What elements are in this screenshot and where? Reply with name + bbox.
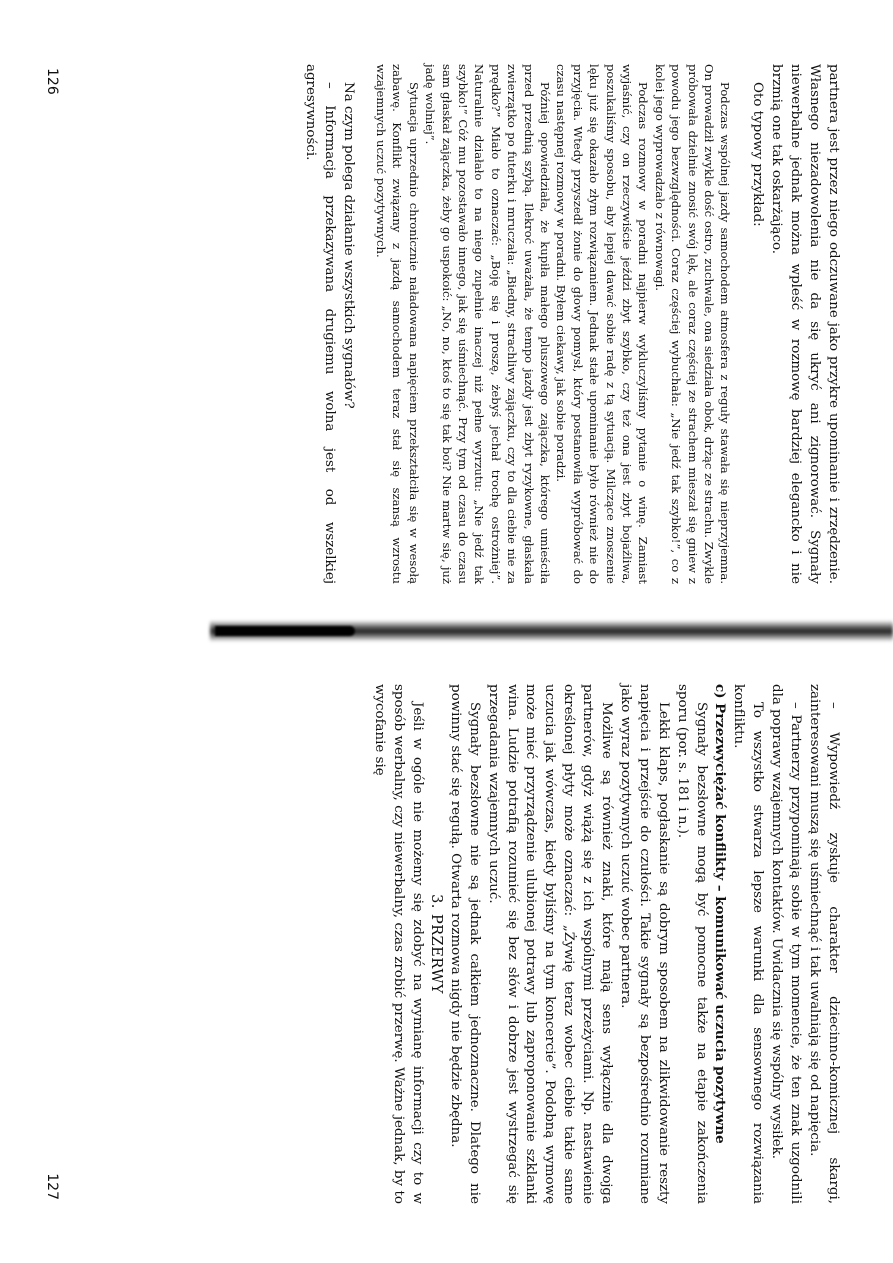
- page-126-text: [52, 64, 842, 584]
- example-paragraph: Później opowiedziała, że kupiła małego pluszowego zajączka, którego umieściła przed przednią szybą. Ilekroć uważała, że tempo jazdy jest zbyt ryzykowne, głaskała zwierzątko po futerku i mruczała: „Biedny, strachliwy zajączku, czy to dla ciebie nie za prędko?” Miało to oznaczać: „Boję się i proszę, żebyś jechał trochę ostrożniej”. Naturalnie działało to na niego zupełnie inaczej niż pełne wyrzutu: „Nie jedź tak szybko!” Cóż mu pozostawało innego, jak się uśmiechnąć. Przy tym od czasu do czasu sam głaskał zajączka, żeby go uspokoić: „No, no, ktoś to się tak boi? Nie martw się, już jadę wolniej”.: [422, 63, 552, 584]
- page-number: 126: [43, 67, 60, 95]
- paragraph: Lekki klaps, pogłaskanie są dobrym sposobem na zlikwidowanie reszty napięcia i przejście do czułości. Takie sygnały są bezpośrednio rozumiane jako wyraz pozytywnych uczuć wobec partnera.: [617, 683, 671, 1204]
- paragraph: Oto typowy przykład:: [749, 81, 765, 227]
- paragraph: Sygnały bezsłowne mogą być pomocne także na etapie zakończenia sporu (por. s. 181 i n.).: [674, 683, 709, 1204]
- paragraph: Możliwe są również znaki, które mają sens wyłącznie dla dwojga partnerów, gdyż wiążą się z ich wspólnymi przeżyciami. Np. nastawienie określonej płyty może oznaczać: „Żywię teraz wobec ciebie takie same uczucia jak wówczas, kiedy byliśmy na tym koncercie”. Podobną wymowę może mieć przyrządzenie ulubionej potrawy lub zaproponowanie szklanki wina. Ludzie potrafią rozumieć się bez słów i dobrze jest wystrzegać się przegadania wzajemnych uczuć.: [485, 683, 614, 1204]
- example-paragraph: Sytuacja uprzednio chronicznie naładowana napięciem przekształciła się w wesołą zabawę. Konflikt związany z jazdą samochodem teraz stał się szansą wzrostu wzajemnych uczuć pozytywnych.: [373, 63, 421, 584]
- paragraph: Sygnały bezsłowne nie są jednak całkiem jednoznaczne. Dlatego nie powinny stać się regułą. Otwarta rozmowa nigdy nie będzie zbędna.: [447, 683, 482, 1204]
- page-number: 127: [43, 1172, 60, 1200]
- paragraph: To wszystko stwarza lepsze warunki dla sensownego rozwiązania konfliktu.: [730, 683, 765, 1204]
- example-paragraph: Podczas wspólnej jazdy samochodem atmosfera z reguły stawała się nieprzyjemna. On prowadził zwykle dość ostro, zuchwale, ona siedziała obok, drżąc ze strachu. Zwykle próbowała dzielnie znosić swój lęk, ale coraz częściej ze strachem mieszał się gniew z powodu jego bezwzględności. Coraz częściej wybuchała: „Nie jedź tak szybko!”, co z kolei jego wyprowadzało z równowagi.: [652, 63, 732, 584]
- page-gutter-edge: [215, 626, 355, 636]
- question-paragraph: Na czym polega działanie wszystkich sygnałów?: [340, 81, 356, 409]
- paragraph: Jeśli w ogóle nie możemy się zdobyć na wymianę informacji czy to w sposób werbalny, czy niewerbalny, czas zrobić przerwę. Ważne jednak, by to wycofanie się: [371, 683, 425, 1204]
- page-127: [43, 683, 842, 1204]
- section-heading: 3. PRZERWY: [427, 893, 444, 994]
- paragraph: partnera jest przez niego odczuwane jako przykre upominanie i zrzędzenie. Własnego niezadowolenia nie da się ukryć ani zignorować. Sygnały niewerbalne jednak można wpleść w rozmowę bardziej elegancko i nie brzmią one tak oskarżająco.: [768, 63, 841, 584]
- answer-paragraph: – Informacja przekazywana drugiemu wolna jest od wszelkiej agresywności.: [302, 63, 337, 584]
- subheading: c) Przezwyciężać konflikty – komunikować uczucia pozytywne: [711, 683, 728, 1144]
- example-paragraph: Podczas rozmowy w poradni najpierw wykluczyliśmy pytanie o winę. Zamiast wyjaśnić, czy on rzeczywiście jeździ zbyt szybko, czy też ona jest zbyt bojaźliwa, poszukaliśmy sposobu, aby lepiej dawać sobie radę z tą sytuacją. Milczące znoszenie lęku już się okazało złym rozwiązaniem. Jednak stałe upominanie było również nie do przyjęcia. Wtedy przyszedł żonie do głowy pomysł, który postanowiła wypróbować do czasu następnej rozmowy w poradni. Byłem ciekawy, jak sobie poradzi.: [553, 63, 650, 584]
- page-126: [43, 63, 842, 584]
- bullet-item: – Wypowiedź zyskuje charakter dziecinno-komicznej skargi, zainteresowani muszą się uśmiechnąć i tak uwalniają się od napięcia.: [806, 683, 841, 1204]
- page-127-text: [52, 684, 842, 1204]
- bullet-item: – Partnerzy przypominają sobie w tym momencie, że ten znak uzgodnili dla poprawy wzajemnych kontaktów. Uwidacznia się wspólny wysiłek.: [768, 683, 803, 1204]
